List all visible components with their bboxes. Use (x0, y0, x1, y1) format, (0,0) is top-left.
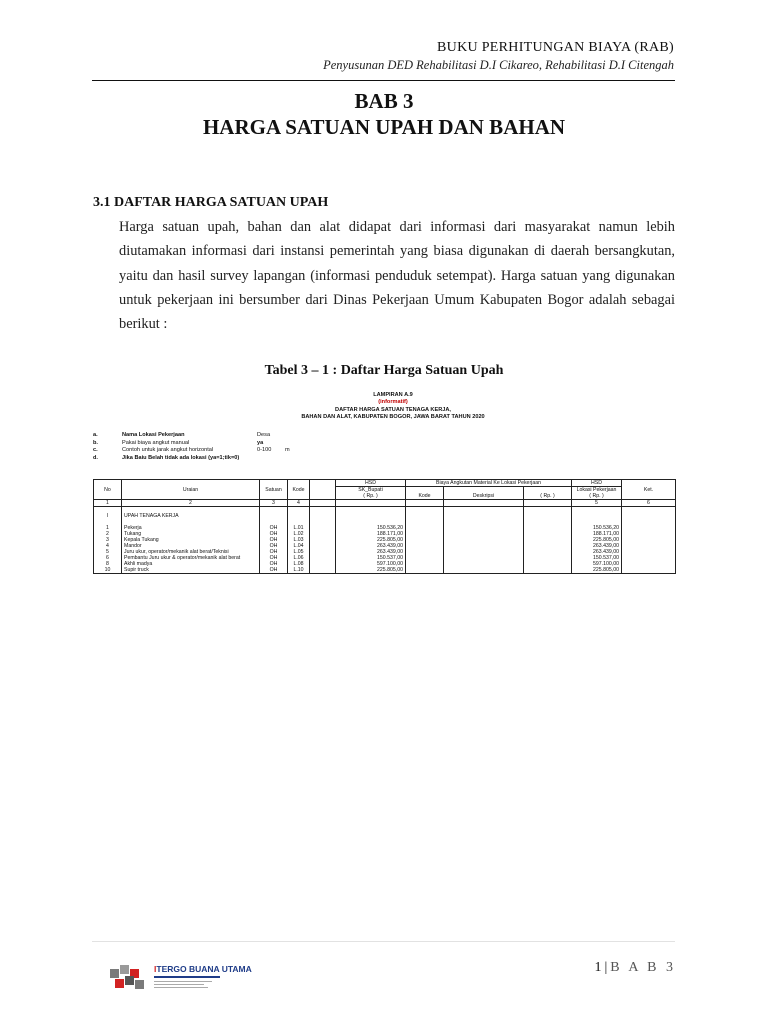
row-uraian: Supir truck (122, 567, 260, 574)
col-number: 5 (572, 500, 622, 507)
page-separator: | (604, 960, 611, 975)
logo-wordmark (154, 964, 252, 974)
col-sk-bupati: SK_Bupati (336, 487, 406, 494)
info-key: a. (93, 432, 98, 438)
info-value: Desa (257, 432, 271, 438)
row-kode: L.06 (288, 555, 310, 561)
row-satuan: OH (260, 543, 288, 549)
row-satuan: OH (260, 549, 288, 555)
row-kode: L.08 (288, 561, 310, 567)
group-label: UPAH TENAGA KERJA (122, 513, 260, 519)
table-row (94, 567, 676, 574)
row-no: 5 (94, 549, 122, 555)
table-caption: Tabel 3 – 1 : Daftar Harga Satuan Upah (264, 363, 504, 378)
row-lokasi: 150.537,00 (572, 555, 622, 561)
row-satuan: OH (260, 561, 288, 567)
info-key: d. (93, 454, 98, 461)
row-lokasi: 263.439,00 (572, 543, 622, 549)
row-hsd: 150.537,00 (336, 555, 406, 561)
row-lokasi: 597.100,00 (572, 561, 622, 567)
page-chapter: B A B 3 (610, 960, 676, 975)
row-kode: L.04 (288, 543, 310, 549)
row-uraian: Mandor (122, 543, 260, 549)
header-divider (92, 80, 675, 81)
col-ket: Ket. (622, 487, 676, 494)
row-hsd: 188.171,00 (336, 531, 406, 537)
page-number (594, 960, 676, 976)
row-hsd: 597.100,00 (336, 561, 406, 567)
table-header-row (94, 480, 676, 487)
lampiran-heading: DAFTAR HARGA SATUAN TENAGA KERJA, (335, 407, 451, 413)
col-rp: ( Rp. ) (572, 493, 622, 500)
row-satuan: OH (260, 537, 288, 543)
row-no: 4 (94, 543, 122, 549)
row-no: 10 (94, 567, 122, 574)
cubes-logo-icon (108, 963, 158, 993)
logo-fineprint (154, 987, 208, 988)
page-header (323, 40, 674, 73)
info-unit: m (285, 447, 290, 454)
logo-fineprint (154, 984, 204, 985)
col-number: 4 (288, 500, 310, 507)
col-satuan: Satuan (260, 487, 288, 494)
row-no: 3 (94, 537, 122, 543)
company-logo (108, 963, 268, 993)
col-kode-angkut: Kode (406, 493, 444, 500)
info-key: b. (93, 439, 98, 446)
page-number-value: 1 (594, 960, 605, 975)
row-uraian: Tukang (122, 531, 260, 537)
lampiran-label: LAMPIRAN A.9 (373, 392, 413, 398)
col-hsd2-header: HSD (572, 480, 622, 487)
row-hsd: 150.536,20 (336, 525, 406, 531)
info-value: 0-100 (257, 447, 272, 454)
row-hsd: 225.805,00 (336, 537, 406, 543)
info-label: Jika Baiu Belah tidak ada lokasi (ya=1;tik=0) (122, 454, 240, 461)
row-no: 8 (94, 561, 122, 567)
row-hsd: 225.805,00 (336, 567, 406, 574)
row-hsd: 263.439,00 (336, 543, 406, 549)
row-no: 1 (94, 525, 122, 531)
col-deskripsi: Deskripsi (444, 493, 524, 500)
col-rp: ( Rp. ) (336, 493, 406, 500)
row-lokasi: 150.536,20 (572, 525, 622, 531)
row-uraian: Pekerja (122, 525, 260, 531)
col-kode: Kode (288, 487, 310, 494)
row-satuan: OH (260, 555, 288, 561)
chapter-heading (0, 88, 768, 140)
col-number: 2 (122, 500, 260, 507)
logo-underline (154, 976, 220, 978)
lampiran-informatif: (informatif) (378, 399, 408, 405)
row-no: 2 (94, 531, 122, 537)
row-satuan: OH (260, 567, 288, 574)
document-subtitle: Penyusunan DED Rehabilitasi D.I Cikareo, Rehabilitasi D.I Citengah (323, 58, 674, 72)
document-title: BUKU PERHITUNGAN BIAYA (RAB) (437, 40, 674, 55)
col-number: 1 (94, 500, 122, 507)
info-label: Nama Lokasi Pekerjaan (122, 432, 185, 438)
row-uraian: Kepala Tukang (122, 537, 260, 543)
row-uraian: Pembantu Juru ukur & operator/mekanik alat berat (122, 555, 260, 561)
info-value: ya (257, 439, 264, 446)
col-uraian: Uraian (122, 487, 260, 494)
wage-table (93, 479, 676, 574)
row-kode: L.10 (288, 567, 310, 574)
info-label: Contoh untuk jarak angkut horizontal (122, 447, 214, 454)
col-number: 6 (622, 500, 676, 507)
logo-letter: I (154, 964, 157, 974)
section-title: 3.1 DAFTAR HARGA SATUAN UPAH (93, 195, 329, 210)
col-rp: ( Rp. ) (524, 493, 572, 500)
col-lokasi: Lokasi Pekerjaan (572, 487, 622, 494)
row-satuan: OH (260, 531, 288, 537)
footer-divider (92, 941, 675, 942)
row-lokasi: 188.171,00 (572, 531, 622, 537)
row-lokasi: 225.805,00 (572, 567, 622, 574)
column-number-row (94, 500, 676, 507)
row-kode: L.01 (288, 525, 310, 531)
row-lokasi: 225.805,00 (572, 537, 622, 543)
info-key: c. (93, 447, 98, 454)
col-number: 3 (260, 500, 288, 507)
chapter-title: HARGA SATUAN UPAH DAN BAHAN (202, 115, 566, 139)
logo-fineprint (154, 981, 212, 982)
row-satuan: OH (260, 525, 288, 531)
group-number: I (94, 513, 122, 519)
lampiran-subheading: BAHAN DAN ALAT, KABUPATEN BOGOR, JAWA BARAT TAHUN 2020 (301, 414, 485, 420)
col-no: No (94, 487, 122, 494)
row-uraian: Akhli madya (122, 561, 260, 567)
row-lokasi: 263.439,00 (572, 549, 622, 555)
col-hsd-header: HSD (336, 480, 406, 487)
row-kode: L.02 (288, 531, 310, 537)
chapter-number: BAB 3 (354, 89, 414, 113)
logo-text: TERGO BUANA UTAMA (156, 964, 252, 974)
row-no: 6 (94, 555, 122, 561)
row-kode: L.03 (288, 537, 310, 543)
info-label: Pakai biaya angkut manual (122, 439, 190, 446)
section-paragraph: Harga satuan upah, bahan dan alat didapat dari informasi dari masyarakat namun lebih diutamakan informasi dari instansi pemerintah yang biasa digunakan di daerah bersangkutan, yaitu dan hasil survey lapangan (informasi penduduk setempat). Harga satuan yang digunakan untuk pekerjaan ini bersumber dari Dinas Pekerjaan Umum Kabupaten Bogor adalah sebagai berikut : (119, 219, 675, 333)
row-uraian: Juru ukur, operator/mekanik alat berat/Teknisi (122, 549, 260, 555)
row-hsd: 263.439,00 (336, 549, 406, 555)
row-kode: L.05 (288, 549, 310, 555)
col-biaya-header: Biaya Angkutan Material Ke Lokasi Pekerjaan (406, 480, 572, 487)
